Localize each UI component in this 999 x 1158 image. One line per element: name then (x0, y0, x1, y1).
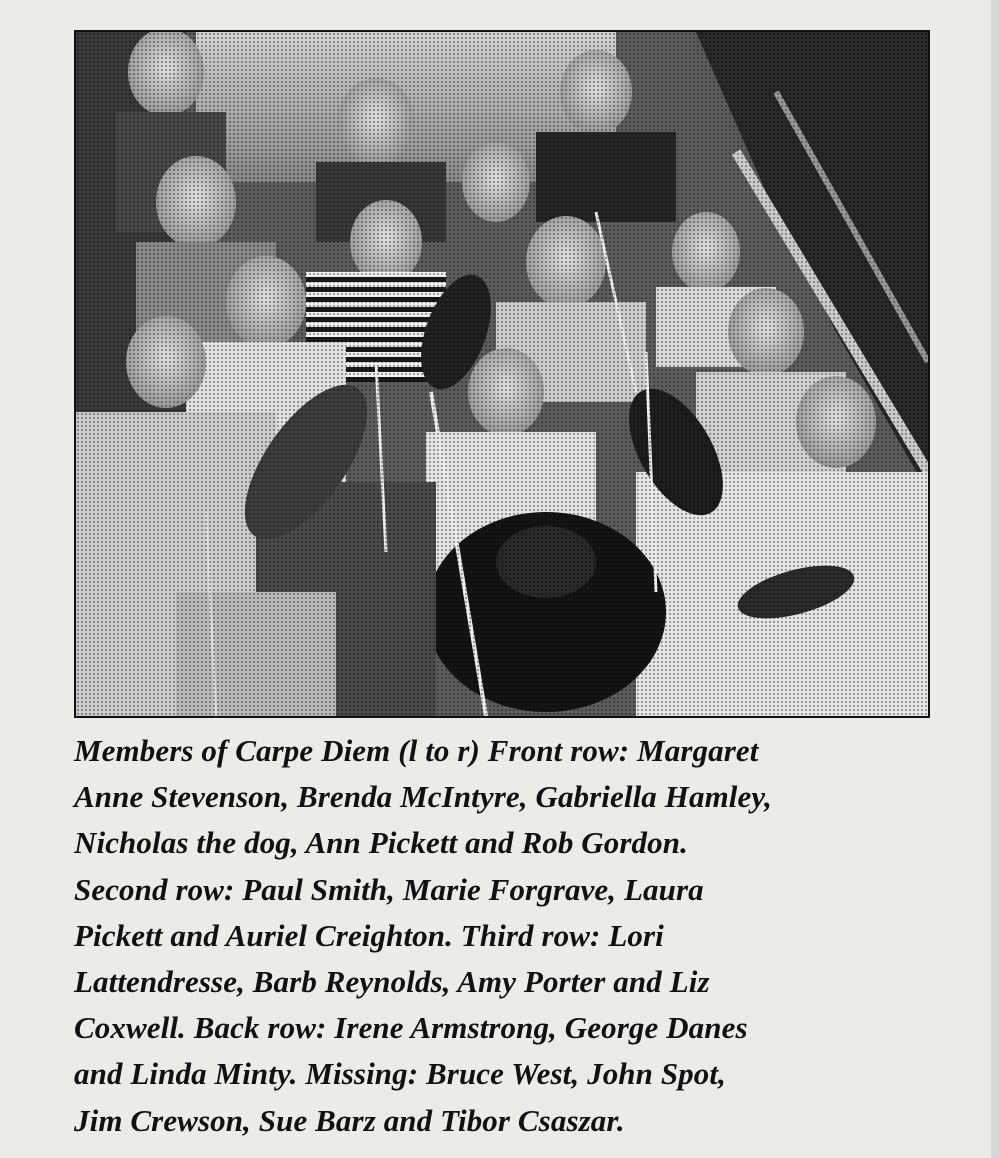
caption-line: Anne Stevenson, Brenda McIntyre, Gabriella Hamley, (74, 779, 772, 815)
caption-line: Members of Carpe Diem (l to r) Front row: Margaret (74, 733, 759, 768)
photo-caption (74, 728, 954, 1144)
caption-line: Jim Crewson, Sue Barz and Tibor Csaszar. (74, 1102, 625, 1138)
caption-line: Lattendresse, Barb Reynolds, Amy Porter and Liz (74, 964, 710, 1000)
caption-line: Coxwell. Back row: Irene Armstrong, George Danes (74, 1010, 748, 1046)
page-edge (991, 0, 999, 1158)
caption-line: Nicholas the dog, Ann Pickett and Rob Gordon. (74, 825, 688, 861)
caption-line: Second row: Paul Smith, Marie Forgrave, Laura (74, 871, 704, 907)
group-photo (74, 30, 930, 718)
caption-line: Pickett and Auriel Creighton. Third row: Lori (74, 917, 664, 953)
caption-line: and Linda Minty. Missing: Bruce West, John Spot, (74, 1056, 726, 1092)
